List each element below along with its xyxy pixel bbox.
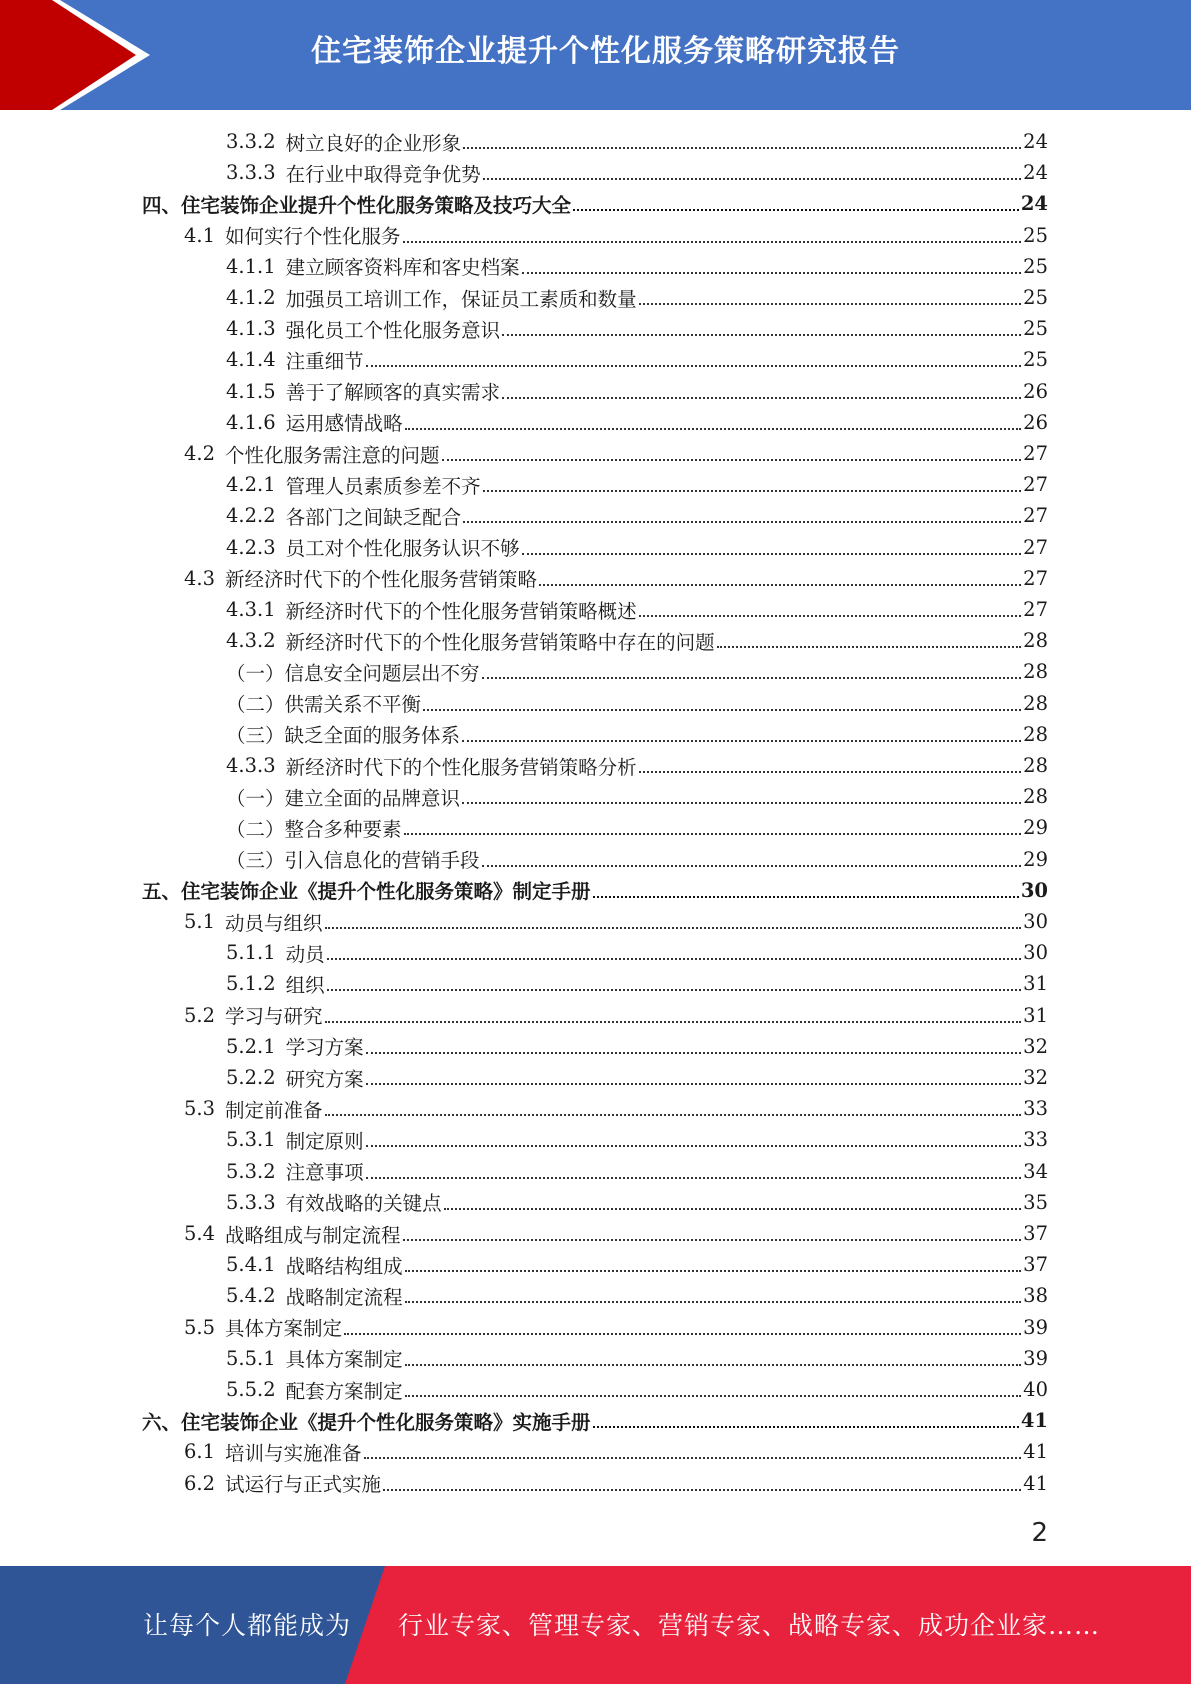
toc-entry-title: 加强员工培训工作，保证员工素质和数量 — [285, 287, 637, 311]
toc-entry-title: 个性化服务需注意的问题 — [225, 443, 440, 467]
toc-dot-leader — [366, 1083, 1022, 1085]
toc-entry-page: 26 — [1023, 410, 1048, 434]
toc-entry-page: 27 — [1023, 473, 1048, 497]
toc-entry-number: 5.3.1 — [226, 1128, 276, 1152]
toc-entry-title: （一）建立全面的品牌意识 — [226, 786, 461, 810]
toc-entry-page: 41 — [1023, 1471, 1048, 1495]
toc-entry[interactable] — [226, 688, 1048, 719]
toc-dot-leader — [383, 1489, 1021, 1491]
toc-entry-number: 4.3.3 — [226, 754, 276, 777]
toc-dot-leader — [482, 677, 1022, 679]
toc-entry-title: （二）供需关系不平衡 — [226, 693, 422, 717]
toc-dot-leader — [364, 1457, 1022, 1459]
toc-entry[interactable] — [226, 1156, 1048, 1187]
toc-dot-leader — [573, 209, 1019, 211]
toc-entry-title: 新经济时代下的个性化服务营销策略概述 — [285, 599, 637, 623]
toc-entry-title: 战略结构组成 — [285, 1254, 403, 1278]
toc-dot-leader — [366, 1052, 1022, 1054]
toc-entry[interactable] — [226, 469, 1048, 500]
toc-dot-leader — [539, 584, 1021, 586]
toc-dot-leader — [325, 1114, 1022, 1116]
toc-entry-number: 3.3.3 — [226, 161, 276, 185]
toc-entry-number: 4.2.2 — [226, 504, 276, 528]
toc-dot-leader — [423, 709, 1021, 711]
toc-dot-leader — [502, 397, 1021, 399]
toc-entry-page: 28 — [1023, 660, 1048, 684]
toc-dot-leader — [403, 1239, 1022, 1241]
toc-dot-leader — [403, 241, 1022, 243]
toc-entry[interactable] — [226, 968, 1048, 999]
toc-entry-title: 员工对个性化服务认识不够 — [285, 537, 520, 561]
toc-dot-leader — [366, 1177, 1022, 1179]
toc-entry[interactable] — [184, 1436, 1048, 1467]
toc-dot-leader — [325, 1021, 1022, 1023]
toc-entry-title: 六、住宅装饰企业《提升个性化服务策略》实施手册 — [142, 1410, 591, 1434]
toc-entry-title: 新经济时代下的个性化服务营销策略中存在的问题 — [285, 630, 715, 654]
toc-entry-number: 5.5 — [184, 1315, 216, 1339]
toc-entry-page: 24 — [1020, 192, 1048, 216]
toc-entry-number: 5.3.3 — [226, 1190, 276, 1214]
toc-entry-number: 4.1.3 — [226, 317, 276, 341]
toc-entry[interactable] — [226, 344, 1048, 375]
toc-dot-leader — [327, 958, 1022, 960]
toc-dot-leader — [366, 365, 1022, 367]
page-number: 2 — [1031, 1518, 1048, 1548]
toc-dot-leader — [502, 334, 1021, 336]
toc-entry-title: 四、住宅装饰企业提升个性化服务策略及技巧大全 — [142, 193, 572, 217]
toc-entry-title: （二）整合多种要素 — [226, 817, 402, 841]
toc-entry[interactable] — [226, 282, 1048, 313]
toc-entry[interactable] — [226, 937, 1048, 968]
toc-entry-title: 组织 — [285, 973, 325, 997]
toc-entry[interactable] — [226, 719, 1048, 750]
toc-entry-page: 31 — [1023, 1003, 1048, 1027]
toc-entry-title: 研究方案 — [285, 1067, 364, 1091]
toc-entry-page: 27 — [1023, 535, 1048, 559]
toc-entry-number: 4.1.5 — [226, 379, 276, 403]
toc-entry-page: 37 — [1023, 1253, 1048, 1277]
toc-entry-page: 25 — [1023, 348, 1048, 372]
toc-entry[interactable] — [184, 1000, 1048, 1031]
toc-entry-title: 培训与实施准备 — [225, 1441, 362, 1465]
toc-entry-page: 39 — [1023, 1315, 1048, 1339]
toc-entry[interactable] — [226, 1124, 1048, 1155]
footer-slogan-left: 让每个人都能成为 — [143, 1611, 352, 1640]
toc-entry-page: 26 — [1023, 379, 1048, 403]
toc-entry-title: 如何实行个性化服务 — [225, 225, 401, 249]
toc-entry-page: 33 — [1023, 1128, 1048, 1152]
toc-entry[interactable] — [184, 1312, 1048, 1343]
toc-entry-page: 41 — [1020, 1409, 1048, 1433]
toc-entry[interactable] — [226, 126, 1048, 157]
toc-entry-page: 37 — [1023, 1222, 1048, 1245]
toc-dot-leader — [325, 927, 1022, 929]
toc-entry-title: 新经济时代下的个性化服务营销策略分析 — [285, 755, 637, 779]
toc-entry-number: 5.3.2 — [226, 1159, 276, 1183]
toc-entry-page: 32 — [1023, 1034, 1048, 1058]
toc-entry-title: 管理人员素质参差不齐 — [285, 474, 481, 498]
toc-entry[interactable] — [226, 1374, 1048, 1405]
toc-entry-number: 4.1.2 — [226, 286, 276, 309]
toc-entry[interactable] — [142, 188, 1048, 219]
toc-dot-leader — [366, 1145, 1022, 1147]
toc-entry[interactable] — [184, 1468, 1048, 1499]
toc-entry-number: 4.3.1 — [226, 598, 276, 621]
toc-entry[interactable] — [184, 1218, 1048, 1249]
page-header — [0, 0, 1191, 110]
toc-entry-page: 28 — [1023, 722, 1048, 746]
toc-dot-leader — [593, 1426, 1019, 1428]
toc-dot-leader — [639, 303, 1022, 305]
toc-entry[interactable] — [226, 532, 1048, 563]
toc-dot-leader — [463, 521, 1021, 523]
toc-dot-leader — [522, 272, 1022, 274]
toc-entry-number: 5.4.1 — [226, 1253, 276, 1277]
toc-entry[interactable] — [226, 1280, 1048, 1311]
toc-entry-page: 27 — [1023, 598, 1048, 621]
toc-entry-page: 29 — [1023, 847, 1048, 871]
toc-entry-number: 5.4 — [184, 1222, 216, 1245]
toc-entry[interactable] — [184, 563, 1048, 594]
toc-entry-title: 在行业中取得竞争优势 — [285, 162, 481, 186]
toc-entry-number: 5.2 — [184, 1003, 216, 1027]
toc-dot-leader — [344, 1333, 1021, 1335]
toc-entry-title: 配套方案制定 — [285, 1379, 403, 1403]
toc-entry-page: 28 — [1023, 785, 1048, 809]
toc-entry[interactable] — [184, 438, 1048, 469]
toc-dot-leader — [405, 1301, 1022, 1303]
toc-entry-number: 4.2 — [184, 442, 216, 465]
toc-entry-page: 38 — [1023, 1284, 1048, 1308]
toc-entry[interactable] — [226, 1062, 1048, 1093]
toc-dot-leader — [463, 147, 1021, 149]
toc-entry-number: 6.1 — [184, 1440, 216, 1464]
toc-entry[interactable] — [226, 781, 1048, 812]
toc-entry-title: 试运行与正式实施 — [225, 1473, 382, 1497]
toc-entry[interactable] — [184, 220, 1048, 251]
toc-dot-leader — [717, 646, 1022, 648]
toc-entry[interactable] — [226, 594, 1048, 625]
toc-entry-page: 41 — [1023, 1440, 1048, 1464]
toc-entry-title: 战略组成与制定流程 — [225, 1223, 401, 1247]
toc-entry-number: 5.3 — [184, 1097, 216, 1121]
toc-dot-leader — [405, 1270, 1022, 1272]
toc-entry-title: 战略制定流程 — [285, 1285, 403, 1309]
toc-entry-number: 5.5.1 — [226, 1346, 276, 1370]
toc-entry-number: 4.1.1 — [226, 254, 276, 278]
toc-dot-leader — [483, 178, 1022, 180]
toc-entry-page: 27 — [1023, 566, 1048, 590]
toc-entry-page: 30 — [1020, 878, 1048, 902]
footer-slogan-right: 行业专家、管理专家、营销专家、战略专家、成功企业家…… — [398, 1611, 1101, 1640]
toc-entry-title: （三）缺乏全面的服务体系 — [226, 724, 461, 748]
toc-entry-title: 学习方案 — [285, 1036, 364, 1060]
toc-entry-page: 27 — [1023, 504, 1048, 528]
toc-entry-number: 5.1 — [184, 910, 216, 933]
toc-entry-title: 建立顾客资料库和客史档案 — [285, 256, 520, 280]
toc-entry-title: （一）信息安全问题层出不穷 — [226, 661, 480, 685]
toc-entry[interactable] — [226, 1187, 1048, 1218]
page-footer — [0, 1566, 1191, 1684]
toc-dot-leader — [405, 428, 1022, 430]
toc-entry[interactable] — [226, 500, 1048, 531]
toc-entry[interactable] — [226, 313, 1048, 344]
toc-entry[interactable] — [226, 376, 1048, 407]
toc-entry-page: 25 — [1023, 286, 1048, 309]
toc-entry-title: 五、住宅装饰企业《提升个性化服务策略》制定手册 — [142, 880, 591, 904]
toc-dot-leader — [442, 459, 1022, 461]
toc-entry-number: 4.1.4 — [226, 348, 276, 372]
toc-entry-title: 具体方案制定 — [225, 1317, 343, 1341]
toc-entry[interactable] — [226, 407, 1048, 438]
toc-entry-title: 制定前准备 — [225, 1098, 323, 1122]
toc-entry-title: 善于了解顾客的真实需求 — [285, 381, 501, 405]
toc-entry[interactable] — [226, 1249, 1048, 1280]
toc-entry[interactable] — [142, 875, 1048, 906]
toc-dot-leader — [404, 833, 1022, 835]
toc-entry-page: 24 — [1023, 161, 1048, 185]
toc-entry-page: 29 — [1023, 816, 1048, 840]
toc-dot-leader — [405, 1395, 1022, 1397]
toc-entry-page: 25 — [1023, 223, 1048, 247]
toc-entry-page: 28 — [1023, 629, 1048, 653]
toc-dot-leader — [462, 740, 1021, 742]
toc-entry-title: 制定原则 — [285, 1129, 364, 1153]
toc-entry-page: 28 — [1023, 754, 1048, 777]
toc-entry-title: 动员 — [285, 942, 325, 966]
toc-dot-leader — [593, 896, 1019, 898]
toc-dot-leader — [483, 490, 1022, 492]
toc-entry-page: 28 — [1023, 691, 1048, 715]
toc-entry-number: 5.2.2 — [226, 1066, 276, 1089]
toc-entry-title: 强化员工个性化服务意识 — [285, 318, 501, 342]
toc-entry-number: 5.5.2 — [226, 1378, 276, 1401]
toc-entry-page: 25 — [1023, 254, 1048, 278]
toc-entry-title: 有效战略的关键点 — [285, 1192, 442, 1216]
toc-entry-page: 34 — [1023, 1159, 1048, 1183]
toc-entry-number: 4.2.3 — [226, 535, 276, 559]
toc-entry-number: 4.1.6 — [226, 410, 276, 434]
toc-entry-number: 6.2 — [184, 1471, 216, 1495]
toc-entry-title: 注意事项 — [285, 1161, 364, 1185]
toc-dot-leader — [444, 1208, 1022, 1210]
toc-entry[interactable] — [226, 750, 1048, 781]
toc-entry-number: 5.1.1 — [226, 941, 276, 965]
toc-entry-title: 动员与组织 — [225, 911, 323, 935]
toc-entry-title: 学习与研究 — [225, 1005, 323, 1029]
toc-dot-leader — [405, 1364, 1022, 1366]
toc-entry-number: 5.1.2 — [226, 972, 276, 996]
document-title: 住宅装饰企业提升个性化服务策略研究报告 — [311, 34, 900, 69]
toc-dot-leader — [327, 989, 1022, 991]
toc-entry[interactable] — [184, 1093, 1048, 1124]
toc-dot-leader — [639, 771, 1022, 773]
toc-entry[interactable] — [226, 625, 1048, 656]
toc-dot-leader — [522, 553, 1022, 555]
toc-entry-title: 新经济时代下的个性化服务营销策略 — [225, 568, 538, 592]
toc-entry[interactable] — [226, 1343, 1048, 1374]
toc-entry[interactable] — [142, 1405, 1048, 1436]
toc-dot-leader — [462, 802, 1021, 804]
toc-dot-leader — [482, 865, 1022, 867]
toc-dot-leader — [639, 615, 1022, 617]
toc-entry-page: 40 — [1023, 1378, 1048, 1401]
toc-entry-title: 注重细节 — [285, 349, 364, 373]
toc-entry-title: 树立良好的企业形象 — [285, 131, 462, 155]
toc-entry-page: 24 — [1023, 130, 1048, 153]
toc-entry[interactable] — [226, 844, 1048, 875]
toc-entry-page: 33 — [1023, 1097, 1048, 1121]
toc-entry-page: 25 — [1023, 317, 1048, 341]
toc-entry-page: 30 — [1023, 941, 1048, 965]
toc-entry-number: 4.2.1 — [226, 473, 276, 497]
toc-entry-number: 5.2.1 — [226, 1034, 276, 1058]
toc-entry-page: 27 — [1023, 442, 1048, 465]
toc-entry[interactable] — [184, 906, 1048, 937]
toc-entry[interactable] — [226, 251, 1048, 282]
toc-entry-number: 4.1 — [184, 223, 216, 247]
toc-entry-page: 39 — [1023, 1346, 1048, 1370]
toc-entry[interactable] — [226, 1031, 1048, 1062]
toc-entry-page: 35 — [1023, 1190, 1048, 1214]
toc-entry-number: 3.3.2 — [226, 130, 276, 153]
toc-entry-number: 5.4.2 — [226, 1284, 276, 1308]
toc-entry[interactable] — [226, 812, 1048, 843]
toc-entry-title: 具体方案制定 — [285, 1348, 403, 1372]
toc-entry-page: 30 — [1023, 910, 1048, 933]
toc-entry[interactable] — [226, 157, 1048, 188]
toc-entry-title: （三）引入信息化的营销手段 — [226, 849, 480, 873]
toc-entry[interactable] — [226, 656, 1048, 687]
toc-entry-number: 4.3.2 — [226, 629, 276, 653]
toc-entry-number: 4.3 — [184, 566, 216, 590]
toc-entry-page: 31 — [1023, 972, 1048, 996]
toc-entry-title: 各部门之间缺乏配合 — [285, 505, 462, 529]
toc-entry-title: 运用感情战略 — [285, 412, 403, 436]
toc-entry-page: 32 — [1023, 1066, 1048, 1089]
